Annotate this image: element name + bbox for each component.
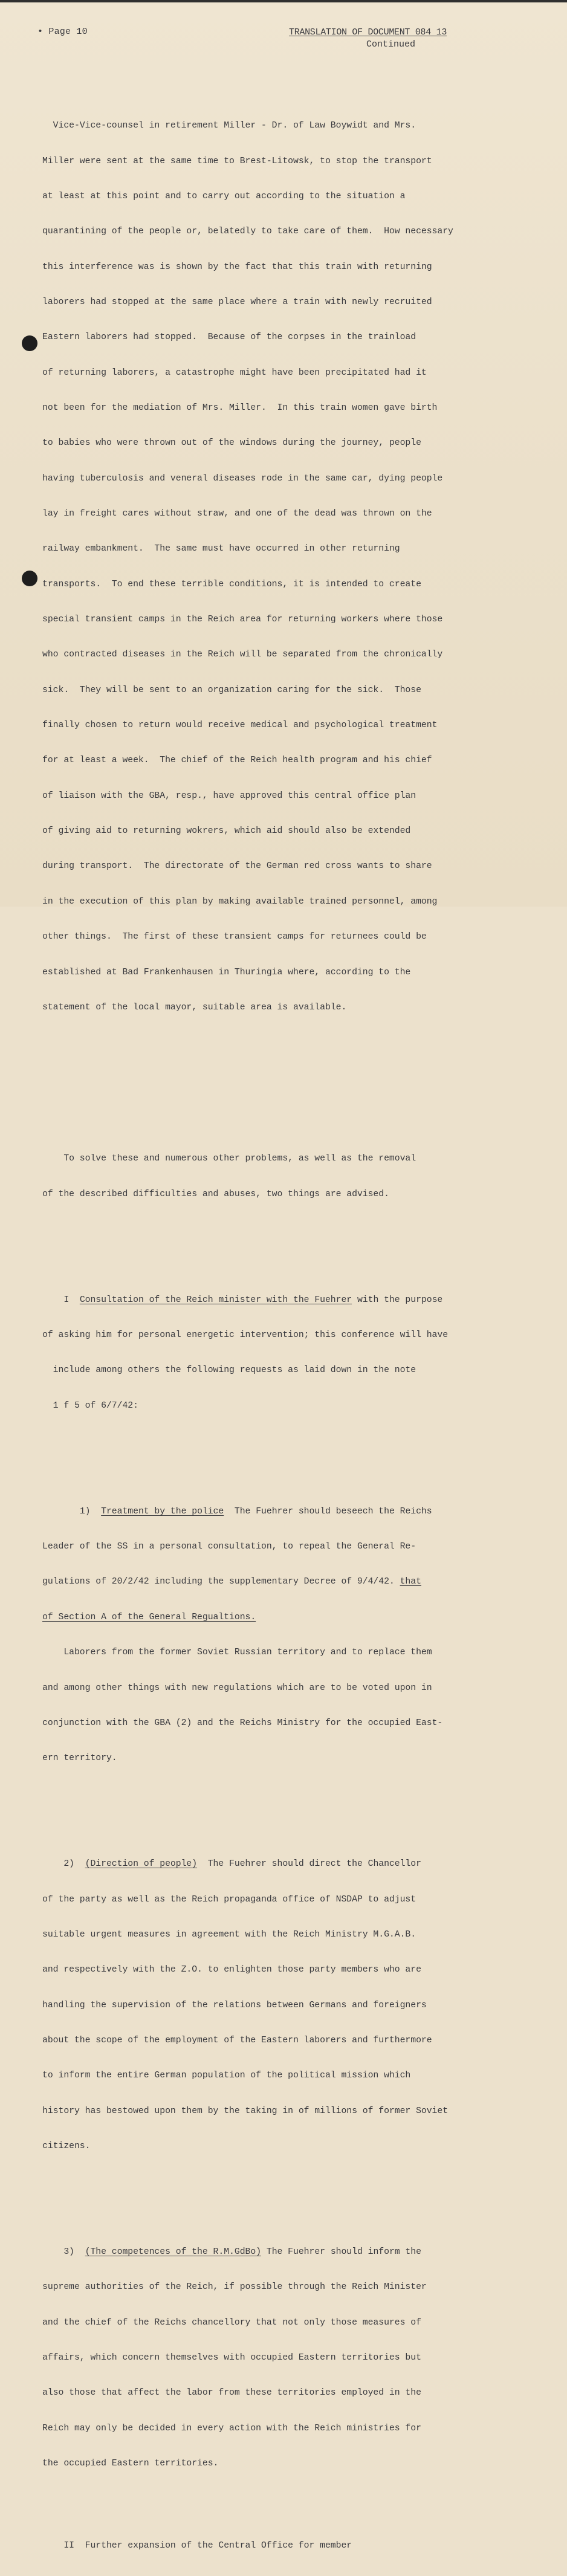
text-line: sick. They will be sent to an organization caring for the sick. Those <box>42 685 421 695</box>
text-line: of asking him for personal energetic intervention; this conference will have <box>42 1330 449 1341</box>
text-line: lay in freight cares without straw, and one of the dead was thrown on the <box>42 509 432 519</box>
item-consultation <box>42 1271 502 1435</box>
text-line <box>42 1295 502 1306</box>
text-line <box>42 2247 502 2258</box>
paragraph-advice <box>42 1130 502 1224</box>
text-line: the occupied Eastern territories. <box>42 2459 219 2469</box>
text-line: handling the supervision of the relations between Germans and foreigners <box>42 2000 427 2010</box>
text-line: at least at this point and to carry out according to the situation a <box>42 191 406 201</box>
item-text: with the purpose <box>352 1295 443 1305</box>
text-line: to babies who were thrown out of the windows during the journey, people <box>42 438 421 448</box>
text-line: conjunction with the GBA (2) and the Reichs Ministry for the occupied East- <box>42 1718 443 1728</box>
underlined-text: that <box>400 1577 421 1587</box>
document-body <box>42 62 502 2576</box>
underlined-text: of Section A of the General Regualtions. <box>42 1612 256 1622</box>
text-line: Laborers from the former Soviet Russian territory and to replace them <box>42 1648 432 1658</box>
text-line: supreme authorities of the Reich, if possible through the Reich Minister <box>42 2282 427 2293</box>
text-line: citizens. <box>42 2141 91 2151</box>
text-line: finally chosen to return would receive medical and psychological treatment <box>42 720 438 731</box>
text-line: for at least a week. The chief of the Reich health program and his chief <box>42 756 432 766</box>
paragraph-transport <box>42 97 502 1037</box>
item-heading: (The competences of the R.M.GdBo) <box>85 2247 262 2257</box>
text-line: other things. The first of these transient camps for returnees could be <box>42 932 427 942</box>
text-line <box>42 1612 502 1623</box>
item-text: The Fuehrer should direct the Chancellor <box>197 1859 421 1869</box>
text-line: of giving aid to returning wokrers, which aid should also be extended <box>42 826 411 837</box>
item-numeral: I <box>42 1295 80 1305</box>
text-line: laborers had stopped at the same place where a train with newly recruited <box>42 297 432 307</box>
punch-hole <box>22 571 37 586</box>
text-line: of the party as well as the Reich propaganda office of NSDAP to adjust <box>42 1894 416 1904</box>
text-line: about the scope of the employment of the Eastern laborers and furthermore <box>42 2035 432 2045</box>
text-line <box>42 1506 502 1518</box>
text-line: Vice-Vice-counsel in retirement Miller - Dr. of Law Boywidt and Mrs. <box>42 121 416 131</box>
item-numeral: 3) <box>42 2247 85 2257</box>
continued-label: Continued <box>366 39 416 50</box>
item-direction-of-people <box>42 1835 502 2176</box>
text-line: and the chief of the Reichs chancellory that not only those measures of <box>42 2317 421 2328</box>
text-line: and respectively with the Z.O. to enlighten those party members who are <box>42 1965 421 1975</box>
text-line: statement of the local mayor, suitable area is available. <box>42 1002 347 1012</box>
text-line: To solve these and numerous other problems, as well as the removal <box>42 1154 416 1164</box>
text-line: quarantining of the people or, belatedly to take care of them. How necessary <box>42 227 453 237</box>
item-heading: Treatment by the police <box>101 1506 224 1516</box>
text-line <box>42 1859 502 1870</box>
text-line: and among other things with new regulations which are to be voted upon in <box>42 1683 432 1693</box>
item-heading: (Direction of people) <box>85 1859 198 1869</box>
text-line: history has bestowed upon them by the taking in of millions of former Soviet <box>42 2106 449 2116</box>
text-line: who contracted diseases in the Reich will be separated from the chronically <box>42 650 443 660</box>
text-line: Eastern laborers had stopped. Because of the corpses in the trainload <box>42 332 416 343</box>
text-line: transports. To end these terrible conditions, it is intended to create <box>42 579 421 589</box>
item-text: The Fuehrer should beseech the Reichs <box>224 1506 432 1516</box>
item-heading: Consultation of the Reich minister with the Fuehrer <box>79 1295 352 1305</box>
item-text: gulations of 20/2/42 including the supplementary Decree of 9/4/42. <box>42 1577 400 1587</box>
page-number: • Page 10 <box>37 27 88 37</box>
text-line: established at Bad Frankenhausen in Thuringia where, according to the <box>42 967 411 977</box>
text-line: Reich may only be decided in every action with the Reich ministries for <box>42 2423 421 2433</box>
text-line: of returning laborers, a catastrophe might have been precipitated had it <box>42 367 427 378</box>
text-line: Leader of the SS in a personal consultation, to repeal the General Re- <box>42 1542 416 1552</box>
text-line: include among others the following requests as laid down in the note <box>42 1365 416 1376</box>
item-competences <box>42 2223 502 2493</box>
text-line: not been for the mediation of Mrs. Miller. In this train women gave birth <box>42 403 438 413</box>
document-header <box>289 27 482 51</box>
item-text: The Fuehrer should inform the <box>261 2247 421 2257</box>
document-title: TRANSLATION OF DOCUMENT 084 13 <box>289 27 447 37</box>
text-line: Miller were sent at the same time to Brest-Litowsk, to stop the transport <box>42 156 432 166</box>
punch-hole <box>22 335 37 351</box>
paragraph-gap <box>42 1073 502 1083</box>
text-line: suitable urgent measures in agreement with the Reich Ministry M.G.A.B. <box>42 1929 416 1940</box>
text-line: to inform the entire German population of the political mission which <box>42 2071 411 2081</box>
text-line: special transient camps in the Reich area for returning workers where those <box>42 615 443 625</box>
text-line: railway embankment. The same must have occurred in other returning <box>42 544 400 554</box>
text-line: this interference was is shown by the fact that this train with returning <box>42 262 432 272</box>
text-line: of liaison with the GBA, resp., have approved this central office plan <box>42 791 416 801</box>
text-line: affairs, which concern themselves with occupied Eastern territories but <box>42 2353 421 2363</box>
item-numeral: 1) <box>42 1506 102 1516</box>
item-further-expansion: II Further expansion of the Central Office for member <box>42 2541 352 2551</box>
page-top-edge <box>0 0 567 2</box>
item-police-treatment <box>42 1483 502 1788</box>
text-line: during transport. The directorate of the German red cross wants to share <box>42 861 432 872</box>
text-line <box>42 1576 502 1588</box>
text-line: in the execution of this plan by making available trained personnel, among <box>42 896 438 907</box>
text-line: also those that affect the labor from these territories employed in the <box>42 2388 421 2398</box>
text-line: of the described difficulties and abuses, two things are advised. <box>42 1189 389 1199</box>
text-line: having tuberculosis and veneral diseases rode in the same car, dying people <box>42 473 443 484</box>
text-line: ern territory. <box>42 1753 117 1764</box>
text-line: 1 f 5 of 6/7/42: <box>42 1400 138 1411</box>
item-numeral: 2) <box>42 1859 85 1869</box>
